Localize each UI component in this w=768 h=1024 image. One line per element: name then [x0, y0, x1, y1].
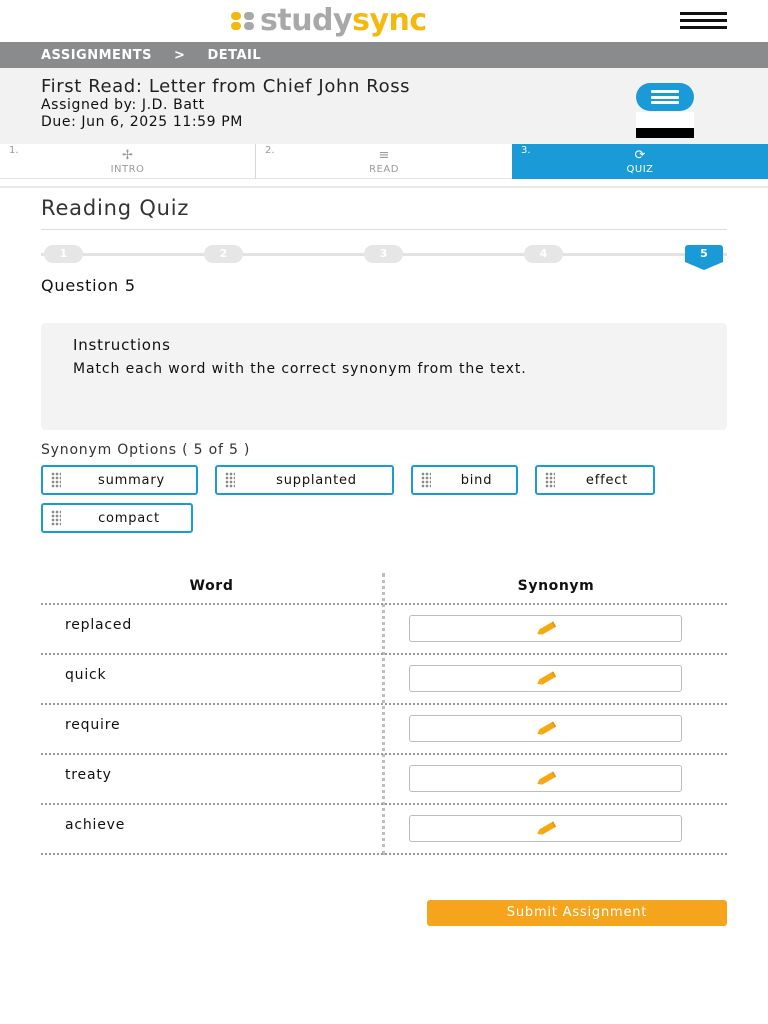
refresh-icon: ⟳: [634, 148, 646, 163]
logo-text: studysync: [260, 3, 427, 38]
tab-quiz[interactable]: [512, 144, 768, 179]
pencil-icon: [535, 621, 555, 636]
breadcrumb-separator: >: [174, 47, 186, 63]
progress-step-label: 5: [685, 245, 723, 262]
synonym-drop-target[interactable]: [409, 715, 682, 742]
word-cell: treaty: [65, 767, 112, 783]
tab-intro[interactable]: [0, 144, 256, 179]
main-menu-icon[interactable]: [680, 12, 727, 30]
divider: [41, 229, 727, 230]
tab-label: QUIZ: [626, 164, 654, 175]
row-divider: [41, 853, 727, 855]
breadcrumb-assignments[interactable]: ASSIGNMENTS: [41, 47, 153, 63]
synonym-chip[interactable]: [535, 465, 655, 495]
pencil-icon: [535, 671, 555, 686]
top-header: [0, 0, 768, 42]
pencil-icon: [535, 821, 555, 836]
pencil-icon: [535, 771, 555, 786]
assignment-menu-button[interactable]: [636, 83, 694, 111]
chip-label: supplanted: [276, 472, 357, 488]
chip-label: effect: [585, 472, 629, 488]
menu-panel: [636, 112, 694, 128]
synonym-drop-target[interactable]: [409, 765, 682, 792]
assigned-by: Assigned by: J.D. Batt: [41, 97, 205, 113]
submit-assignment-button[interactable]: Submit Assignment: [427, 900, 727, 926]
column-header-synonym: Synonym: [517, 578, 595, 594]
progress-step-1[interactable]: 1: [44, 245, 83, 263]
tab-number: 3.: [521, 145, 531, 156]
synonym-chip[interactable]: [215, 465, 394, 495]
column-divider: [382, 573, 385, 855]
tab-read[interactable]: [256, 144, 512, 179]
quiz-title: Reading Quiz: [41, 196, 190, 220]
instructions-text: Match each word with the correct synonym from the text.: [73, 361, 527, 377]
column-header-word: Word: [189, 578, 234, 594]
row-divider: [41, 703, 727, 705]
lines-icon: ≡: [378, 148, 390, 163]
progress-pointer: [685, 262, 723, 270]
pinwheel-icon: ✢: [122, 148, 133, 163]
menu-panel-bar: [636, 128, 694, 138]
chip-label: bind: [460, 472, 493, 488]
row-divider: [41, 753, 727, 755]
synonym-chip[interactable]: [41, 465, 198, 495]
divider: [0, 186, 768, 188]
tab-label: INTRO: [110, 164, 145, 175]
word-cell: quick: [65, 667, 107, 683]
synonym-chip[interactable]: [411, 465, 518, 495]
row-divider: [41, 603, 727, 605]
synonym-options-label: Synonym Options ( 5 of 5 ): [41, 442, 251, 458]
progress-step-2[interactable]: 2: [204, 245, 243, 263]
assignment-header: [0, 68, 768, 144]
synonym-drop-target[interactable]: [409, 665, 682, 692]
instructions-heading: Instructions: [73, 336, 171, 354]
chip-label: compact: [98, 510, 160, 526]
progress-step-5-current[interactable]: [685, 245, 723, 270]
progress-step-3[interactable]: 3: [364, 245, 403, 263]
breadcrumb-detail: DETAIL: [207, 47, 262, 63]
pencil-icon: [535, 721, 555, 736]
due-date: Due: Jun 6, 2025 11:59 PM: [41, 114, 243, 130]
instructions-box: [41, 323, 727, 430]
tab-number: 1.: [9, 145, 19, 156]
word-cell: require: [65, 717, 121, 733]
tab-label: READ: [369, 164, 399, 175]
step-tabs: [0, 144, 768, 179]
assignment-title: First Read: Letter from Chief John Ross: [41, 76, 411, 97]
synonym-drop-target[interactable]: [409, 615, 682, 642]
word-cell: replaced: [65, 617, 133, 633]
breadcrumb: [0, 42, 768, 68]
tab-number: 2.: [265, 145, 275, 156]
chip-label: summary: [98, 472, 165, 488]
question-number: Question 5: [41, 276, 136, 295]
row-divider: [41, 803, 727, 805]
synonym-chip[interactable]: [41, 503, 193, 533]
studysync-logo[interactable]: [231, 4, 427, 38]
synonym-drop-target[interactable]: [409, 815, 682, 842]
row-divider: [41, 653, 727, 655]
word-cell: achieve: [65, 817, 126, 833]
progress-step-4[interactable]: 4: [524, 245, 563, 263]
logo-mark-icon: [231, 12, 254, 30]
